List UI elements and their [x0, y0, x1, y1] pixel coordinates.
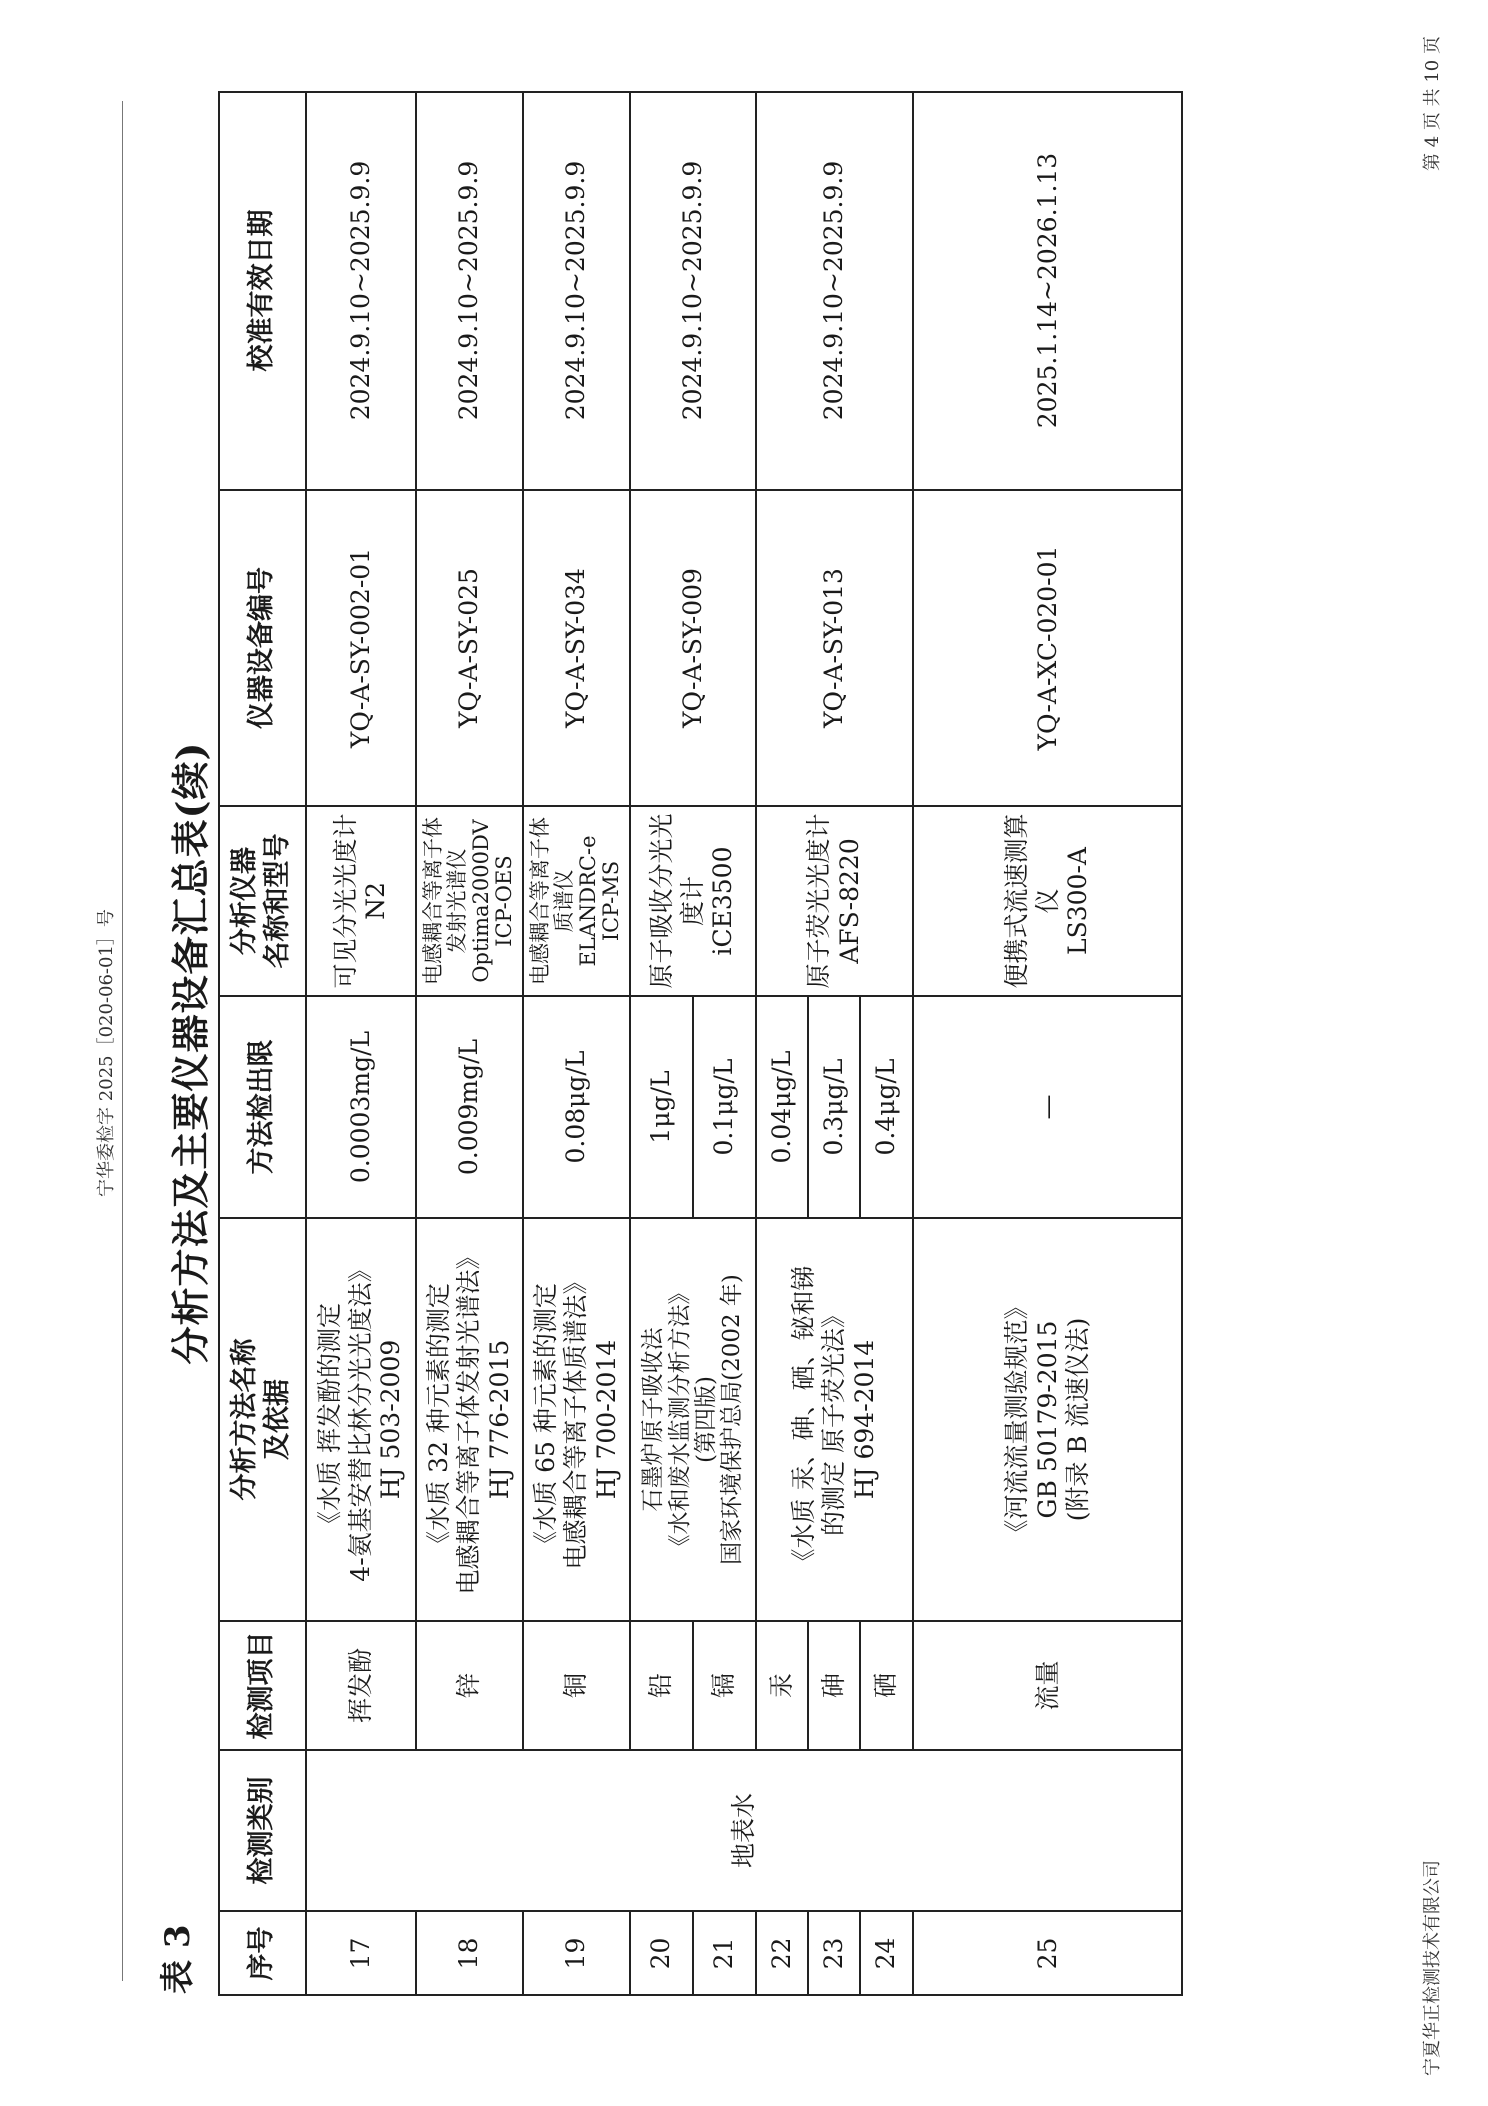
row-17-item: 挥发酚 — [345, 1648, 375, 1724]
group-20-21-valid: 2024.9.10~2025.9.9 — [677, 160, 707, 421]
row-20-item: 铅 — [646, 1673, 676, 1699]
header-device-id: 仪器设备编号 — [245, 567, 277, 729]
row-25-limit: — — [1032, 1094, 1062, 1120]
row-18-device-id: YQ-A-SY-025 — [454, 568, 484, 728]
row-19-valid: 2024.9.10~2025.9.9 — [561, 160, 591, 421]
row-17-valid: 2024.9.10~2025.9.9 — [345, 160, 375, 421]
row-22-item: 汞 — [766, 1673, 796, 1699]
group-22-24-valid: 2024.9.10~2025.9.9 — [819, 160, 849, 421]
row-18-method: 《水质 32 种元素的测定 电感耦合等离子体发射光谱法》 HJ 776-2015 — [423, 1244, 514, 1595]
category-cell: 地表水 — [729, 1793, 759, 1869]
table-title: 分析方法及主要仪器设备汇总表(续) — [168, 741, 213, 1365]
footer-company: 宁夏华正检测技术有限公司 — [1422, 1860, 1443, 2076]
row-22-seq: 22 — [766, 1937, 796, 1970]
group-22-24-instrument: 原子荧光光度计 AFS-8220 — [804, 813, 864, 989]
header-rule — [122, 101, 123, 1981]
group-20-21-device-id: YQ-A-SY-009 — [677, 568, 707, 728]
group-22-24-device-id: YQ-A-SY-013 — [819, 568, 849, 728]
row-19-device-id: YQ-A-SY-034 — [561, 568, 591, 728]
row-20-seq: 20 — [646, 1937, 676, 1970]
group-20-21-method: 石墨炉原子吸收法 《水和废水监测分析方法》 (第四版) 国家环境保护总局(2002 年) — [640, 1274, 746, 1565]
row-23-item: 砷 — [818, 1673, 848, 1699]
row-25-valid: 2025.1.14~2026.1.13 — [1032, 152, 1062, 429]
group-20-21-instrument: 原子吸收分光光度计 iCE3500 — [647, 813, 738, 989]
row-18-valid: 2024.9.10~2025.9.9 — [454, 160, 484, 421]
row-21-limit: 0.1μg/L — [709, 1058, 739, 1156]
row-18-instrument: 电感耦合等离子体 发射光谱仪 Optima2000DV ICP-OES — [421, 817, 517, 985]
row-20-limit: 1μg/L — [646, 1070, 676, 1144]
row-24-limit: 0.4μg/L — [871, 1058, 901, 1156]
row-25-device-id: YQ-A-XC-020-01 — [1032, 545, 1062, 751]
row-18-item: 锌 — [454, 1673, 484, 1699]
header-instrument: 分析仪器 名称和型号 — [229, 833, 293, 969]
group-22-24-method: 《水质 汞、砷、硒、铋和锑 的测定 原子荧光法》 HJ 694-2014 — [788, 1265, 879, 1574]
row-17-seq: 17 — [345, 1937, 375, 1970]
row-17-instrument: 可见分光光度计 N2 — [330, 813, 390, 989]
header-item: 检测项目 — [245, 1631, 277, 1740]
row-19-seq: 19 — [561, 1937, 591, 1970]
row-18-seq: 18 — [454, 1937, 484, 1970]
row-25-instrument: 便携式流速测算仪 LS300-A — [1002, 813, 1093, 989]
row-21-seq: 21 — [709, 1937, 739, 1970]
row-19-item: 铜 — [561, 1673, 591, 1699]
row-17-limit: 0.0003mg/L — [345, 1030, 375, 1184]
analysis-methods-table — [218, 91, 1183, 1996]
header-category: 检测类别 — [245, 1776, 277, 1885]
header-seq: 序号 — [245, 1926, 277, 1981]
row-24-item: 硒 — [871, 1673, 901, 1699]
document-number: 宁华委检字 2025［020-06-01］号 — [96, 909, 117, 1197]
row-18-limit: 0.009mg/L — [454, 1038, 484, 1176]
row-19-method: 《水质 65 种元素的测定 电感耦合等离子体质谱法》 HJ 700-2014 — [530, 1269, 621, 1570]
row-22-limit: 0.04μg/L — [766, 1050, 796, 1164]
row-23-seq: 23 — [818, 1937, 848, 1970]
row-19-instrument: 电感耦合等离子体 质谱仪 ELANDRC-e ICP-MS — [528, 817, 624, 985]
row-25-seq: 25 — [1032, 1937, 1062, 1970]
footer-page-number: 第 4 页 共 10 页 — [1422, 36, 1443, 171]
row-19-limit: 0.08μg/L — [561, 1050, 591, 1164]
row-25-method: 《河流流量测验规范》 GB 50179-2015 (附录 B 流速仪法) — [1002, 1294, 1093, 1545]
row-25-item: 流量 — [1032, 1660, 1062, 1711]
header-valid-date: 校准有效日期 — [245, 209, 277, 372]
row-24-seq: 24 — [871, 1937, 901, 1970]
header-method: 分析方法名称 及依据 — [229, 1338, 293, 1501]
row-17-device-id: YQ-A-SY-002-01 — [345, 547, 375, 749]
row-21-item: 镉 — [709, 1673, 739, 1699]
row-23-limit: 0.3μg/L — [818, 1058, 848, 1156]
header-limit: 方法检出限 — [245, 1039, 277, 1175]
table-label: 表 3 — [158, 1924, 198, 1994]
row-17-method: 《水质 挥发酚的测定 4-氨基安替比林分光光度法》 HJ 503-2009 — [315, 1257, 406, 1582]
